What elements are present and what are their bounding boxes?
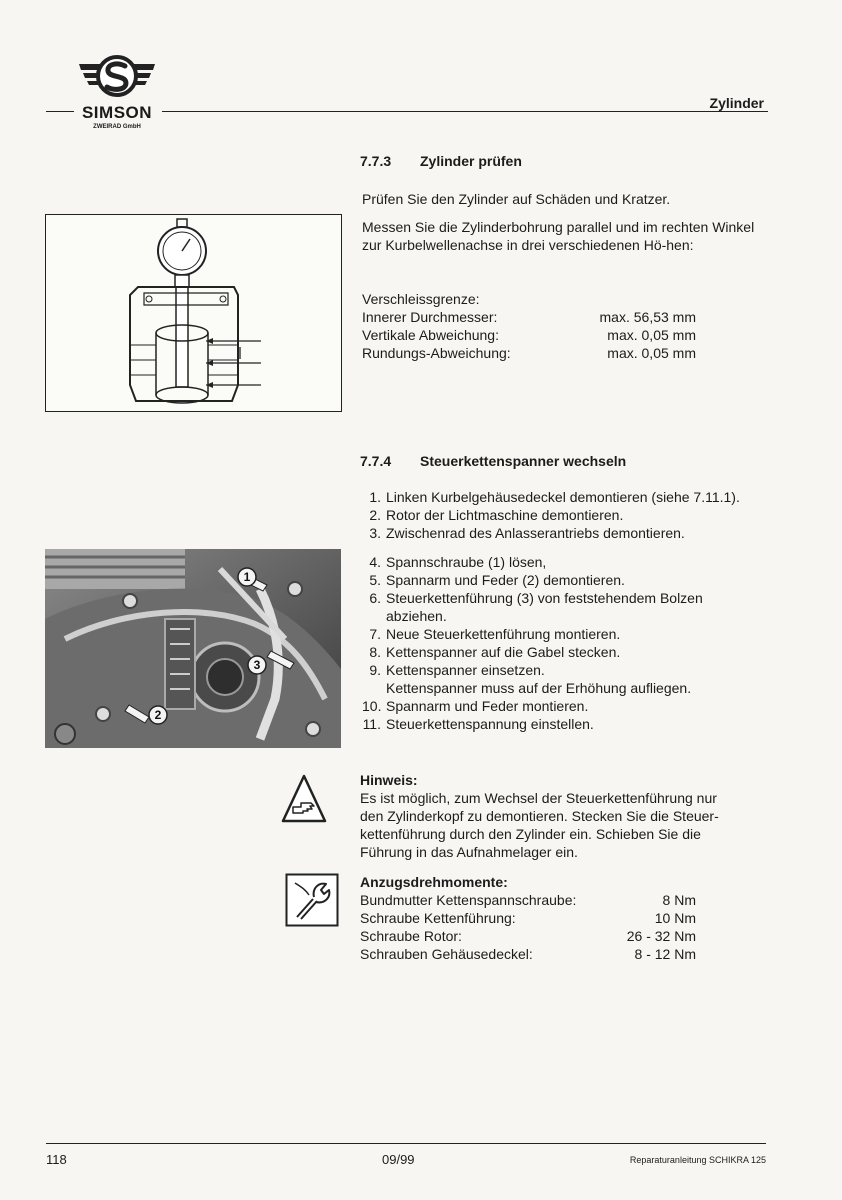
header-rule (162, 111, 768, 112)
step-text: Spannarm und Feder (2) demontieren. (386, 572, 625, 588)
note-line: den Zylinderkopf zu demontieren. Stecken Sie die Steuer- (360, 808, 719, 824)
step-text: Spannarm und Feder montieren. (386, 698, 589, 714)
step-number: 1. (369, 489, 381, 505)
note-line: Es ist möglich, zum Wechsel der Steuerkettenführung nur (360, 790, 717, 806)
heading-7-7-3 (360, 153, 522, 169)
spec-label: Verschleissgrenze: (362, 291, 480, 307)
step-text: Kettenspanner einsetzen. (386, 662, 545, 678)
note-line: Führung in das Aufnahmelager ein. (360, 844, 578, 860)
spec-row (362, 308, 696, 326)
chain-tensioner-photo (45, 549, 341, 748)
step-text: abziehen. (386, 608, 447, 624)
list-item (362, 715, 782, 733)
warning-hand-icon (281, 773, 327, 830)
heading-title: Zylinder prüfen (420, 153, 522, 169)
step-number: 11. (362, 716, 381, 732)
list-item (362, 607, 782, 625)
procedure-steps (362, 488, 782, 733)
heading-title: Steuerkettenspanner wechseln (420, 453, 627, 469)
torque-row (360, 909, 696, 927)
note-block (360, 771, 760, 861)
spec-value: max. 56,53 mm (599, 309, 696, 325)
step-number: 10. (362, 698, 382, 714)
brand-subtitle: ZWEIRAD GmbH (93, 124, 141, 130)
callout-1-label: 1 (243, 570, 251, 584)
step-text: Kettenspanner muss auf der Erhöhung aufliegen. (386, 680, 692, 696)
torque-label: Schraube Rotor: (360, 928, 462, 944)
list-item (362, 524, 782, 542)
brand-name: SIMSON (81, 103, 153, 122)
torque-value: 26 - 32 Nm (626, 928, 696, 944)
step-number: 8. (369, 644, 381, 660)
torque-row (360, 927, 696, 945)
paragraph-check: Prüfen Sie den Zylinder auf Schäden und Kratzer. (362, 191, 671, 207)
torque-row (360, 891, 696, 909)
step-text: Linken Kurbelgehäusedeckel demontieren (siehe 7.11.1). (386, 489, 740, 505)
spec-value: max. 0,05 mm (607, 345, 696, 361)
paragraph-measure: Messen Sie die Zylinderbohrung parallel und im rechten Winkel zur Kurbelwellenachse in drei verschiedenen Hö-hen: (362, 219, 755, 253)
list-item (362, 589, 782, 607)
heading-number: 7.7.4 (360, 453, 392, 469)
list-item (362, 661, 782, 679)
torque-label: Schraube Kettenführung: (360, 910, 516, 926)
bore-gauge-drawing (46, 215, 341, 411)
page-number: 118 (46, 1152, 67, 1167)
simson-wing-emblem-icon (77, 54, 157, 102)
list-item (362, 506, 782, 524)
wrench-icon (285, 873, 339, 932)
header-rule-left (46, 111, 74, 112)
spec-row (362, 344, 696, 362)
spec-value: max. 0,05 mm (607, 327, 696, 343)
footer-date: 09/99 (382, 1152, 415, 1167)
spec-label: Innerer Durchmesser: (362, 309, 498, 325)
torque-specs (360, 873, 696, 963)
step-number: 9. (369, 662, 381, 678)
list-item (362, 643, 782, 661)
torque-title: Anzugsdrehmomente: (360, 874, 508, 890)
list-item (362, 488, 782, 506)
torque-value: 10 Nm (654, 910, 696, 926)
list-item (362, 553, 782, 571)
step-text: Rotor der Lichtmaschine demontieren. (386, 507, 624, 523)
callout-2-label: 2 (154, 708, 162, 722)
simson-logo (72, 54, 162, 134)
step-number: 6. (369, 590, 381, 606)
step-number: 4. (369, 554, 381, 570)
document-title: Reparaturanleitung SCHIKRA 125 (629, 1155, 766, 1165)
torque-label: Bundmutter Kettenspannschraube: (360, 892, 577, 908)
step-text: Zwischenrad des Anlasserantriebs demontieren. (386, 525, 685, 541)
list-item (362, 625, 782, 643)
section-title: Zylinder (709, 95, 764, 111)
step-number: 5. (369, 572, 381, 588)
torque-value: 8 - 12 Nm (634, 946, 696, 962)
step-text: Steuerkettenführung (3) von feststehendem Bolzen (386, 590, 703, 606)
spec-label: Vertikale Abweichung: (362, 327, 499, 343)
spec-row (362, 326, 696, 344)
spec-label: Rundungs-Abweichung: (362, 345, 511, 361)
step-number: 3. (369, 525, 381, 541)
cylinder-bore-gauge-figure (45, 214, 342, 412)
step-text: Neue Steuerkettenführung montieren. (386, 626, 621, 642)
footer-rule (46, 1143, 766, 1144)
note-line: kettenführung durch den Zylinder ein. Schieben Sie die (360, 826, 701, 842)
list-item (362, 697, 782, 715)
callout-3-label: 3 (253, 658, 261, 672)
list-item (362, 679, 782, 697)
step-number: 7. (369, 626, 381, 642)
heading-7-7-4 (360, 453, 626, 469)
spec-row (362, 290, 696, 308)
step-text: Steuerkettenspannung einstellen. (386, 716, 594, 732)
torque-value: 8 Nm (662, 892, 696, 908)
step-text: Kettenspanner auf die Gabel stecken. (386, 644, 621, 660)
note-title: Hinweis: (360, 772, 418, 788)
torque-row (360, 945, 696, 963)
step-number: 2. (369, 507, 381, 523)
heading-number: 7.7.3 (360, 153, 392, 169)
torque-label: Schrauben Gehäusedeckel: (360, 946, 533, 962)
wear-limit-specs (362, 290, 696, 362)
engine-photo-illustration (45, 549, 341, 748)
list-item (362, 571, 782, 589)
step-text: Spannschraube (1) lösen, (386, 554, 547, 570)
